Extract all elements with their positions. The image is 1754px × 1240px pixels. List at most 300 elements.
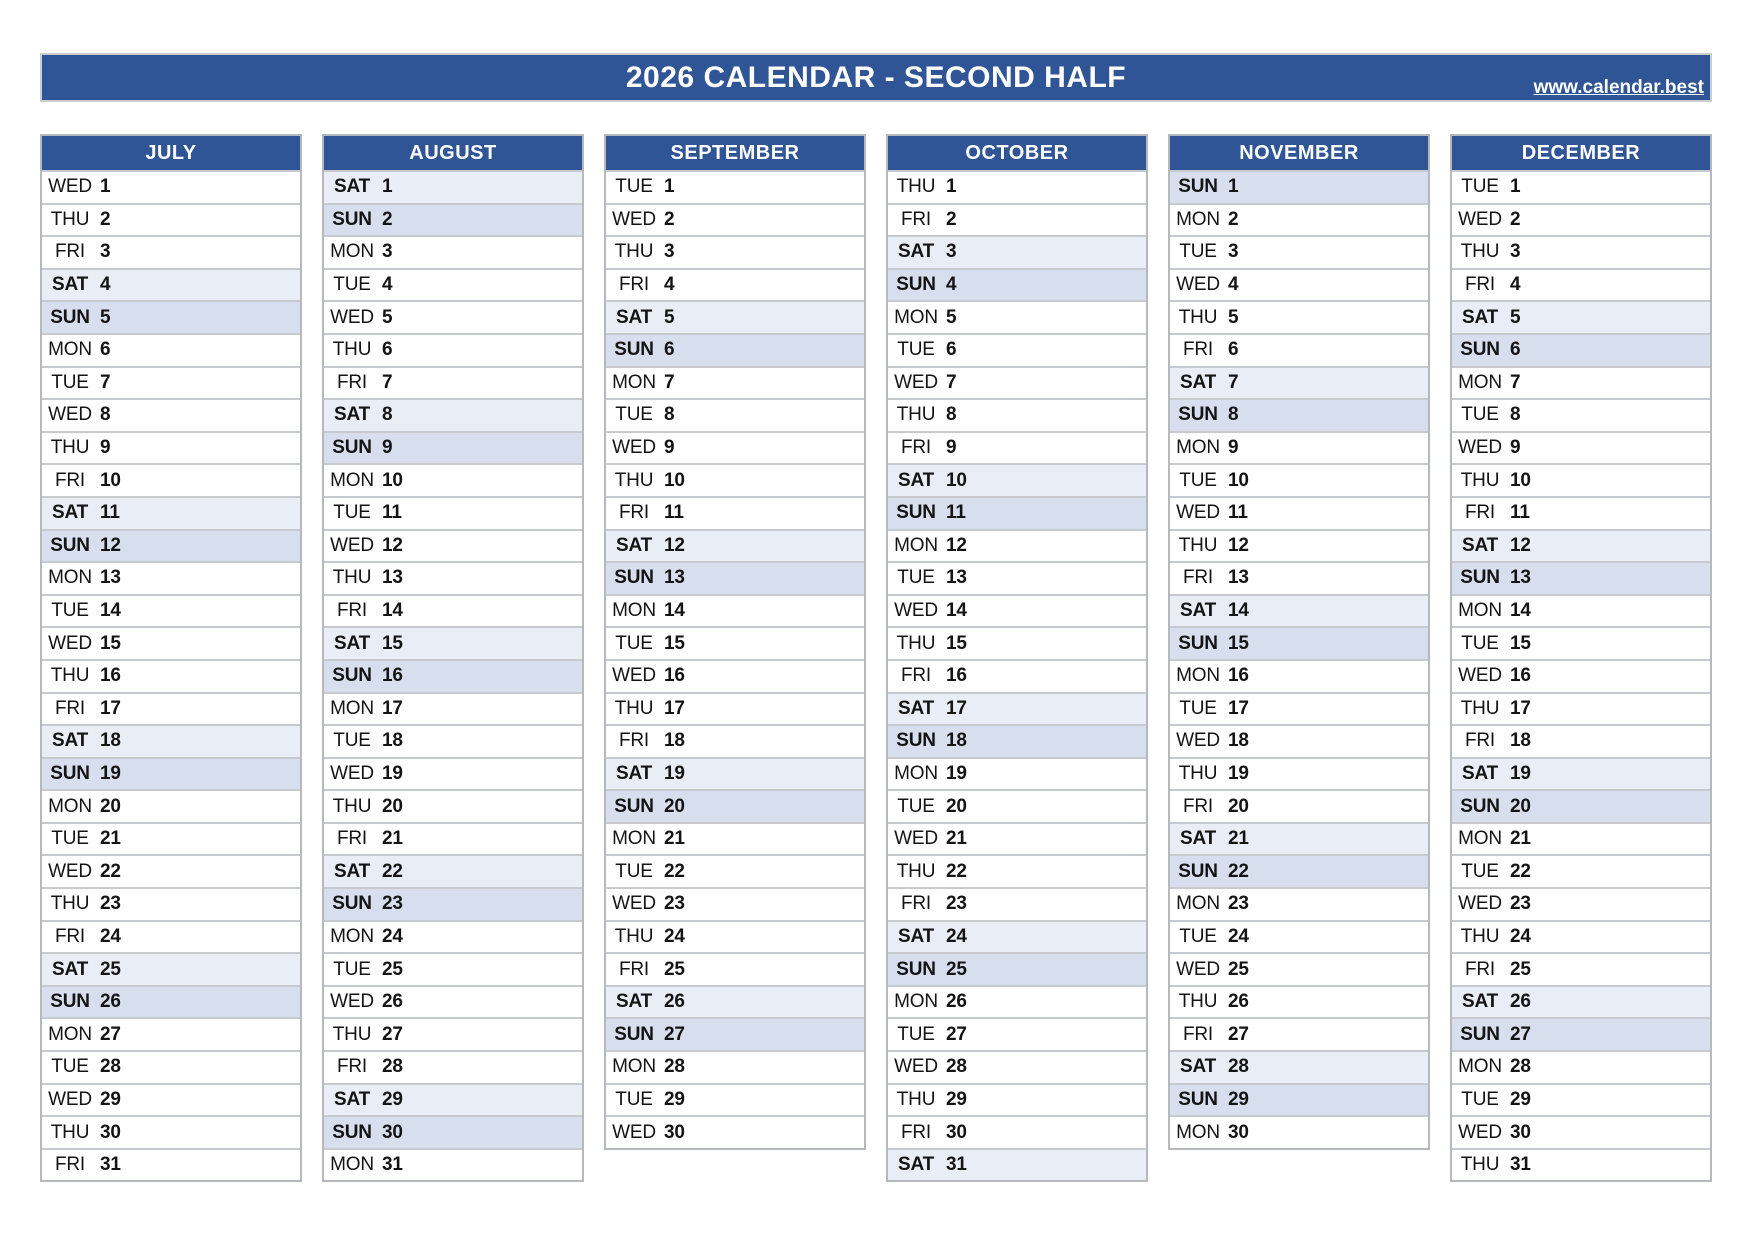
day-number: 22	[664, 860, 685, 882]
day-row-september-8	[606, 400, 864, 433]
day-number: 23	[100, 893, 121, 915]
day-number: 22	[100, 860, 121, 882]
day-of-week-label: MON	[48, 795, 92, 817]
day-of-week-label: SUN	[50, 306, 90, 328]
day-number: 16	[664, 665, 685, 687]
day-number: 28	[664, 1056, 685, 1078]
day-row-september-1	[606, 172, 864, 205]
day-number: 22	[382, 860, 403, 882]
day-of-week-label: MON	[612, 1056, 656, 1078]
day-of-week-label: WED	[1176, 730, 1220, 752]
day-of-week-label: SAT	[898, 925, 934, 947]
day-row-september-12	[606, 531, 864, 564]
day-of-week-label: TUE	[51, 600, 89, 622]
day-number: 12	[1510, 534, 1531, 556]
day-row-july-18	[42, 726, 300, 759]
day-row-november-27	[1170, 1019, 1428, 1052]
day-of-week-label: TUE	[1179, 469, 1217, 491]
day-of-week-label: SUN	[1460, 339, 1500, 361]
day-of-week-label: WED	[48, 176, 92, 198]
day-row-september-14	[606, 596, 864, 629]
day-number: 8	[382, 404, 393, 426]
day-of-week-label: TUE	[333, 958, 371, 980]
day-number: 24	[100, 925, 121, 947]
day-number: 12	[100, 534, 121, 556]
day-row-october-21	[888, 824, 1146, 857]
day-number: 18	[1510, 730, 1531, 752]
day-number: 13	[946, 567, 967, 589]
day-number: 16	[100, 665, 121, 687]
day-number: 27	[1510, 1023, 1531, 1045]
day-number: 4	[946, 274, 957, 296]
day-of-week-label: THU	[896, 176, 936, 198]
day-number: 7	[1510, 371, 1521, 393]
day-number: 6	[946, 339, 957, 361]
day-row-november-16	[1170, 661, 1428, 694]
day-row-december-7	[1452, 368, 1710, 401]
day-number: 14	[382, 600, 403, 622]
day-of-week-label: TUE	[51, 371, 89, 393]
day-number: 14	[1510, 600, 1531, 622]
day-row-july-3	[42, 237, 300, 270]
day-of-week-label: MON	[330, 469, 374, 491]
day-number: 21	[946, 828, 967, 850]
day-number: 3	[100, 241, 111, 263]
day-of-week-label: WED	[48, 860, 92, 882]
day-number: 6	[1510, 339, 1521, 361]
day-number: 11	[382, 502, 402, 524]
day-row-august-10	[324, 465, 582, 498]
day-number: 21	[382, 828, 403, 850]
day-of-week-label: SUN	[332, 1121, 372, 1143]
day-of-week-label: THU	[614, 925, 654, 947]
day-of-week-label: THU	[614, 469, 654, 491]
website-link[interactable]: www.calendar.best	[1533, 77, 1704, 98]
day-row-august-28	[324, 1052, 582, 1085]
day-row-december-21	[1452, 824, 1710, 857]
day-number: 14	[1228, 600, 1249, 622]
day-row-october-11	[888, 498, 1146, 531]
day-row-august-12	[324, 531, 582, 564]
day-of-week-label: TUE	[333, 730, 371, 752]
day-number: 27	[946, 1023, 967, 1045]
day-number: 15	[664, 632, 685, 654]
day-row-december-10	[1452, 465, 1710, 498]
day-number: 11	[946, 502, 966, 524]
day-of-week-label: SAT	[616, 991, 652, 1013]
day-row-november-8	[1170, 400, 1428, 433]
day-row-october-2	[888, 205, 1146, 238]
day-row-november-10	[1170, 465, 1428, 498]
day-of-week-label: SAT	[334, 1088, 370, 1110]
day-number: 30	[100, 1121, 121, 1143]
day-number: 26	[664, 991, 685, 1013]
day-number: 30	[1510, 1121, 1531, 1143]
day-of-week-label: MON	[894, 991, 938, 1013]
day-of-week-label: FRI	[336, 828, 367, 850]
day-of-week-label: MON	[48, 567, 92, 589]
day-number: 5	[1510, 306, 1521, 328]
day-row-december-15	[1452, 628, 1710, 661]
day-row-july-29	[42, 1085, 300, 1118]
day-of-week-label: TUE	[615, 176, 653, 198]
day-number: 21	[664, 828, 685, 850]
day-row-december-17	[1452, 694, 1710, 727]
day-number: 9	[100, 437, 111, 459]
day-row-july-20	[42, 791, 300, 824]
day-row-august-3	[324, 237, 582, 270]
day-of-week-label: SUN	[50, 762, 90, 784]
day-of-week-label: FRI	[1464, 958, 1495, 980]
day-row-september-4	[606, 270, 864, 303]
day-of-week-label: MON	[330, 697, 374, 719]
day-of-week-label: SUN	[332, 437, 372, 459]
day-row-august-14	[324, 596, 582, 629]
day-number: 16	[1510, 665, 1531, 687]
day-number: 17	[1510, 697, 1531, 719]
day-of-week-label: SUN	[332, 893, 372, 915]
day-of-week-label: THU	[50, 437, 90, 459]
day-row-november-17	[1170, 694, 1428, 727]
day-of-week-label: FRI	[54, 697, 85, 719]
day-of-week-label: THU	[50, 1121, 90, 1143]
day-row-october-5	[888, 302, 1146, 335]
day-number: 7	[946, 371, 957, 393]
day-number: 17	[946, 697, 967, 719]
day-number: 30	[664, 1121, 685, 1143]
day-of-week-label: THU	[332, 567, 372, 589]
day-row-july-9	[42, 433, 300, 466]
day-number: 1	[100, 176, 111, 198]
day-row-october-28	[888, 1052, 1146, 1085]
day-of-week-label: SUN	[896, 274, 936, 296]
day-row-december-2	[1452, 205, 1710, 238]
day-row-november-4	[1170, 270, 1428, 303]
day-row-september-20	[606, 791, 864, 824]
day-of-week-label: THU	[50, 665, 90, 687]
day-number: 26	[1228, 991, 1249, 1013]
day-row-december-1	[1452, 172, 1710, 205]
day-number: 26	[1510, 991, 1531, 1013]
month-column-september	[604, 134, 866, 1150]
day-of-week-label: SUN	[896, 958, 936, 980]
day-number: 2	[100, 208, 111, 230]
day-number: 29	[1510, 1088, 1531, 1110]
day-number: 10	[382, 469, 403, 491]
day-of-week-label: THU	[50, 208, 90, 230]
day-number: 23	[946, 893, 967, 915]
day-row-october-29	[888, 1085, 1146, 1118]
day-number: 15	[946, 632, 967, 654]
day-row-october-13	[888, 563, 1146, 596]
day-number: 13	[382, 567, 403, 589]
day-row-november-7	[1170, 368, 1428, 401]
day-number: 29	[664, 1088, 685, 1110]
day-row-august-16	[324, 661, 582, 694]
day-row-august-17	[324, 694, 582, 727]
day-number: 1	[1510, 176, 1521, 198]
day-number: 13	[664, 567, 685, 589]
day-row-july-19	[42, 759, 300, 792]
day-row-september-21	[606, 824, 864, 857]
day-number: 14	[946, 600, 967, 622]
month-header-october: OCTOBER	[888, 136, 1146, 172]
day-of-week-label: WED	[1176, 502, 1220, 524]
day-row-october-9	[888, 433, 1146, 466]
day-row-october-25	[888, 954, 1146, 987]
day-of-week-label: TUE	[615, 1088, 653, 1110]
day-number: 19	[100, 762, 121, 784]
day-row-july-21	[42, 824, 300, 857]
month-column-october	[886, 134, 1148, 1182]
day-row-august-25	[324, 954, 582, 987]
day-row-september-11	[606, 498, 864, 531]
day-row-september-5	[606, 302, 864, 335]
day-of-week-label: SUN	[332, 208, 372, 230]
day-of-week-label: THU	[1460, 469, 1500, 491]
day-number: 11	[1510, 502, 1530, 524]
day-number: 21	[1510, 828, 1531, 850]
day-number: 24	[664, 925, 685, 947]
month-column-november	[1168, 134, 1430, 1150]
day-of-week-label: SAT	[1180, 600, 1216, 622]
day-row-september-19	[606, 759, 864, 792]
day-of-week-label: SUN	[896, 730, 936, 752]
day-number: 14	[100, 600, 121, 622]
day-of-week-label: MON	[894, 534, 938, 556]
day-row-august-27	[324, 1019, 582, 1052]
day-of-week-label: THU	[332, 1023, 372, 1045]
day-row-november-5	[1170, 302, 1428, 335]
day-row-september-26	[606, 987, 864, 1020]
day-number: 6	[1228, 339, 1239, 361]
day-number: 5	[100, 306, 111, 328]
day-of-week-label: FRI	[618, 274, 649, 296]
day-number: 18	[1228, 730, 1249, 752]
day-of-week-label: WED	[612, 1121, 656, 1143]
day-row-december-3	[1452, 237, 1710, 270]
day-of-week-label: TUE	[333, 502, 371, 524]
day-row-august-4	[324, 270, 582, 303]
day-row-september-28	[606, 1052, 864, 1085]
day-of-week-label: WED	[48, 1088, 92, 1110]
day-number: 9	[946, 437, 957, 459]
day-number: 24	[1228, 925, 1249, 947]
day-number: 2	[946, 208, 957, 230]
day-row-november-26	[1170, 987, 1428, 1020]
month-header-august: AUGUST	[324, 136, 582, 172]
day-of-week-label: MON	[1458, 371, 1502, 393]
day-of-week-label: FRI	[54, 241, 85, 263]
day-number: 28	[1228, 1056, 1249, 1078]
day-row-september-17	[606, 694, 864, 727]
day-number: 28	[946, 1056, 967, 1078]
page-title: 2026 CALENDAR - SECOND HALF	[625, 61, 1127, 94]
day-row-july-23	[42, 889, 300, 922]
day-of-week-label: TUE	[1179, 697, 1217, 719]
day-row-july-5	[42, 302, 300, 335]
day-row-july-30	[42, 1117, 300, 1150]
day-number: 10	[100, 469, 121, 491]
day-row-september-23	[606, 889, 864, 922]
month-column-december	[1450, 134, 1712, 1182]
day-of-week-label: THU	[332, 339, 372, 361]
day-of-week-label: SAT	[616, 306, 652, 328]
day-number: 9	[1228, 437, 1239, 459]
day-row-november-18	[1170, 726, 1428, 759]
day-row-december-25	[1452, 954, 1710, 987]
day-of-week-label: SUN	[614, 339, 654, 361]
day-of-week-label: SUN	[1460, 567, 1500, 589]
day-of-week-label: WED	[330, 762, 374, 784]
day-of-week-label: WED	[330, 306, 374, 328]
day-row-august-26	[324, 987, 582, 1020]
day-number: 6	[382, 339, 393, 361]
day-of-week-label: FRI	[900, 208, 931, 230]
day-number: 19	[1228, 762, 1249, 784]
day-of-week-label: THU	[1178, 534, 1218, 556]
day-of-week-label: FRI	[1464, 502, 1495, 524]
day-of-week-label: WED	[1458, 665, 1502, 687]
day-number: 19	[664, 762, 685, 784]
day-row-october-12	[888, 531, 1146, 564]
day-row-december-4	[1452, 270, 1710, 303]
day-of-week-label: SAT	[1462, 306, 1498, 328]
day-row-november-13	[1170, 563, 1428, 596]
day-number: 25	[664, 958, 685, 980]
day-row-october-7	[888, 368, 1146, 401]
day-row-october-15	[888, 628, 1146, 661]
day-number: 27	[382, 1023, 403, 1045]
day-of-week-label: TUE	[615, 860, 653, 882]
day-number: 10	[1228, 469, 1249, 491]
day-of-week-label: WED	[612, 665, 656, 687]
day-number: 11	[664, 502, 684, 524]
day-number: 10	[664, 469, 685, 491]
day-of-week-label: MON	[1176, 893, 1220, 915]
day-of-week-label: WED	[612, 437, 656, 459]
day-of-week-label: FRI	[900, 665, 931, 687]
day-number: 8	[664, 404, 675, 426]
day-row-october-16	[888, 661, 1146, 694]
day-number: 2	[1228, 208, 1239, 230]
day-of-week-label: MON	[1176, 665, 1220, 687]
day-of-week-label: SUN	[50, 991, 90, 1013]
month-header-july: JULY	[42, 136, 300, 172]
day-row-november-1	[1170, 172, 1428, 205]
day-number: 16	[382, 665, 403, 687]
day-row-august-11	[324, 498, 582, 531]
day-number: 15	[1510, 632, 1531, 654]
day-row-december-22	[1452, 856, 1710, 889]
day-row-september-7	[606, 368, 864, 401]
day-number: 24	[382, 925, 403, 947]
day-number: 31	[382, 1154, 403, 1176]
day-row-november-20	[1170, 791, 1428, 824]
day-row-august-18	[324, 726, 582, 759]
day-row-november-9	[1170, 433, 1428, 466]
day-number: 10	[946, 469, 967, 491]
day-of-week-label: WED	[330, 991, 374, 1013]
day-of-week-label: WED	[330, 534, 374, 556]
day-number: 20	[664, 795, 685, 817]
day-number: 7	[1228, 371, 1239, 393]
day-number: 24	[1510, 925, 1531, 947]
day-number: 20	[1510, 795, 1531, 817]
day-row-july-11	[42, 498, 300, 531]
day-row-october-30	[888, 1117, 1146, 1150]
day-row-august-21	[324, 824, 582, 857]
day-of-week-label: SUN	[614, 795, 654, 817]
day-row-august-13	[324, 563, 582, 596]
day-number: 17	[664, 697, 685, 719]
day-of-week-label: MON	[1458, 600, 1502, 622]
day-of-week-label: SAT	[898, 241, 934, 263]
day-of-week-label: SUN	[1178, 632, 1218, 654]
day-of-week-label: SAT	[52, 730, 88, 752]
day-of-week-label: TUE	[1461, 1088, 1499, 1110]
day-number: 8	[100, 404, 111, 426]
day-of-week-label: TUE	[897, 1023, 935, 1045]
day-number: 26	[382, 991, 403, 1013]
day-number: 28	[382, 1056, 403, 1078]
day-number: 11	[100, 502, 120, 524]
day-of-week-label: MON	[1176, 437, 1220, 459]
day-row-july-2	[42, 205, 300, 238]
day-row-july-1	[42, 172, 300, 205]
day-of-week-label: WED	[1458, 208, 1502, 230]
day-number: 27	[1228, 1023, 1249, 1045]
day-of-week-label: SAT	[1462, 762, 1498, 784]
month-header-november: NOVEMBER	[1170, 136, 1428, 172]
day-number: 12	[1228, 534, 1249, 556]
day-row-october-20	[888, 791, 1146, 824]
day-of-week-label: THU	[1178, 306, 1218, 328]
day-row-december-19	[1452, 759, 1710, 792]
month-column-july	[40, 134, 302, 1182]
day-row-september-16	[606, 661, 864, 694]
day-row-july-22	[42, 856, 300, 889]
day-number: 30	[1228, 1121, 1249, 1143]
day-of-week-label: SUN	[1178, 1088, 1218, 1110]
day-number: 23	[1228, 893, 1249, 915]
day-of-week-label: SAT	[334, 176, 370, 198]
day-number: 23	[382, 893, 403, 915]
day-of-week-label: SUN	[332, 665, 372, 687]
day-row-december-13	[1452, 563, 1710, 596]
day-of-week-label: WED	[894, 828, 938, 850]
day-row-october-31	[888, 1150, 1146, 1181]
day-number: 23	[1510, 893, 1531, 915]
day-number: 5	[664, 306, 675, 328]
day-of-week-label: FRI	[1182, 567, 1213, 589]
day-number: 13	[100, 567, 121, 589]
day-number: 25	[1228, 958, 1249, 980]
day-row-october-10	[888, 465, 1146, 498]
day-of-week-label: FRI	[54, 469, 85, 491]
day-number: 29	[100, 1088, 121, 1110]
day-of-week-label: SAT	[52, 274, 88, 296]
day-row-october-6	[888, 335, 1146, 368]
day-of-week-label: WED	[612, 208, 656, 230]
day-of-week-label: SUN	[896, 502, 936, 524]
day-row-august-1	[324, 172, 582, 205]
day-row-september-30	[606, 1117, 864, 1148]
day-row-july-27	[42, 1019, 300, 1052]
day-row-july-12	[42, 531, 300, 564]
day-number: 29	[382, 1088, 403, 1110]
day-number: 27	[100, 1023, 121, 1045]
